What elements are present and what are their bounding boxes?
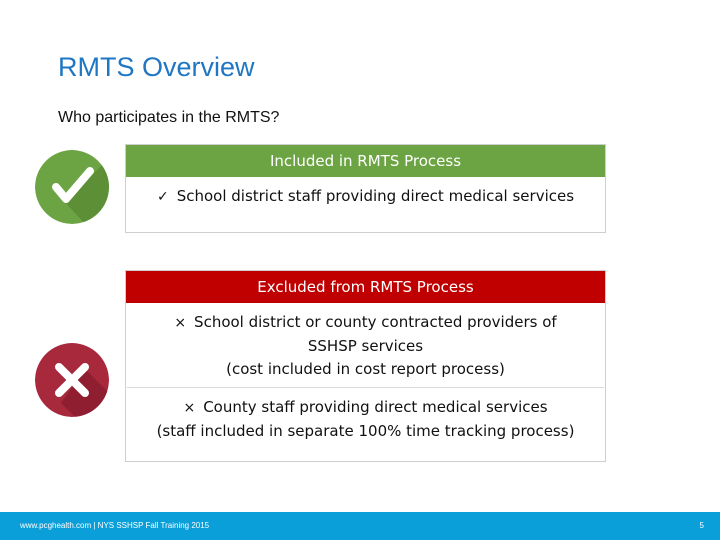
excluded-item-line: SSHSP services bbox=[307, 337, 424, 355]
x-bullet-icon: × bbox=[174, 315, 187, 331]
checkmark-bullet-icon: ✓ bbox=[156, 189, 169, 205]
slide-title: RMTS Overview bbox=[58, 52, 255, 82]
list-item bbox=[126, 177, 605, 215]
included-panel bbox=[125, 144, 606, 233]
x-bullet-icon: × bbox=[183, 400, 196, 416]
x-mark-icon bbox=[35, 343, 109, 417]
checkmark-icon bbox=[35, 150, 109, 224]
footer-text: www.pcghealth.com | NYS SSHSP Fall Training 2015 bbox=[20, 521, 210, 530]
excluded-panel bbox=[125, 270, 606, 462]
excluded-item-note: (cost included in cost report process) bbox=[226, 360, 505, 378]
excluded-item-line: County staff providing direct medical services bbox=[203, 398, 548, 416]
excluded-item-line: School district or county contracted providers of bbox=[194, 313, 557, 331]
list-item bbox=[126, 388, 605, 449]
excluded-item-note: (staff included in separate 100% time tracking process) bbox=[156, 422, 575, 440]
slide-subtitle: Who participates in the RMTS? bbox=[58, 109, 280, 126]
page-number: 5 bbox=[699, 521, 704, 530]
included-item-text: School district staff providing direct medical services bbox=[176, 187, 575, 205]
list-item bbox=[126, 303, 605, 387]
included-header: Included in RMTS Process bbox=[126, 145, 605, 177]
footer-bar bbox=[0, 512, 720, 540]
excluded-header: Excluded from RMTS Process bbox=[126, 271, 605, 303]
